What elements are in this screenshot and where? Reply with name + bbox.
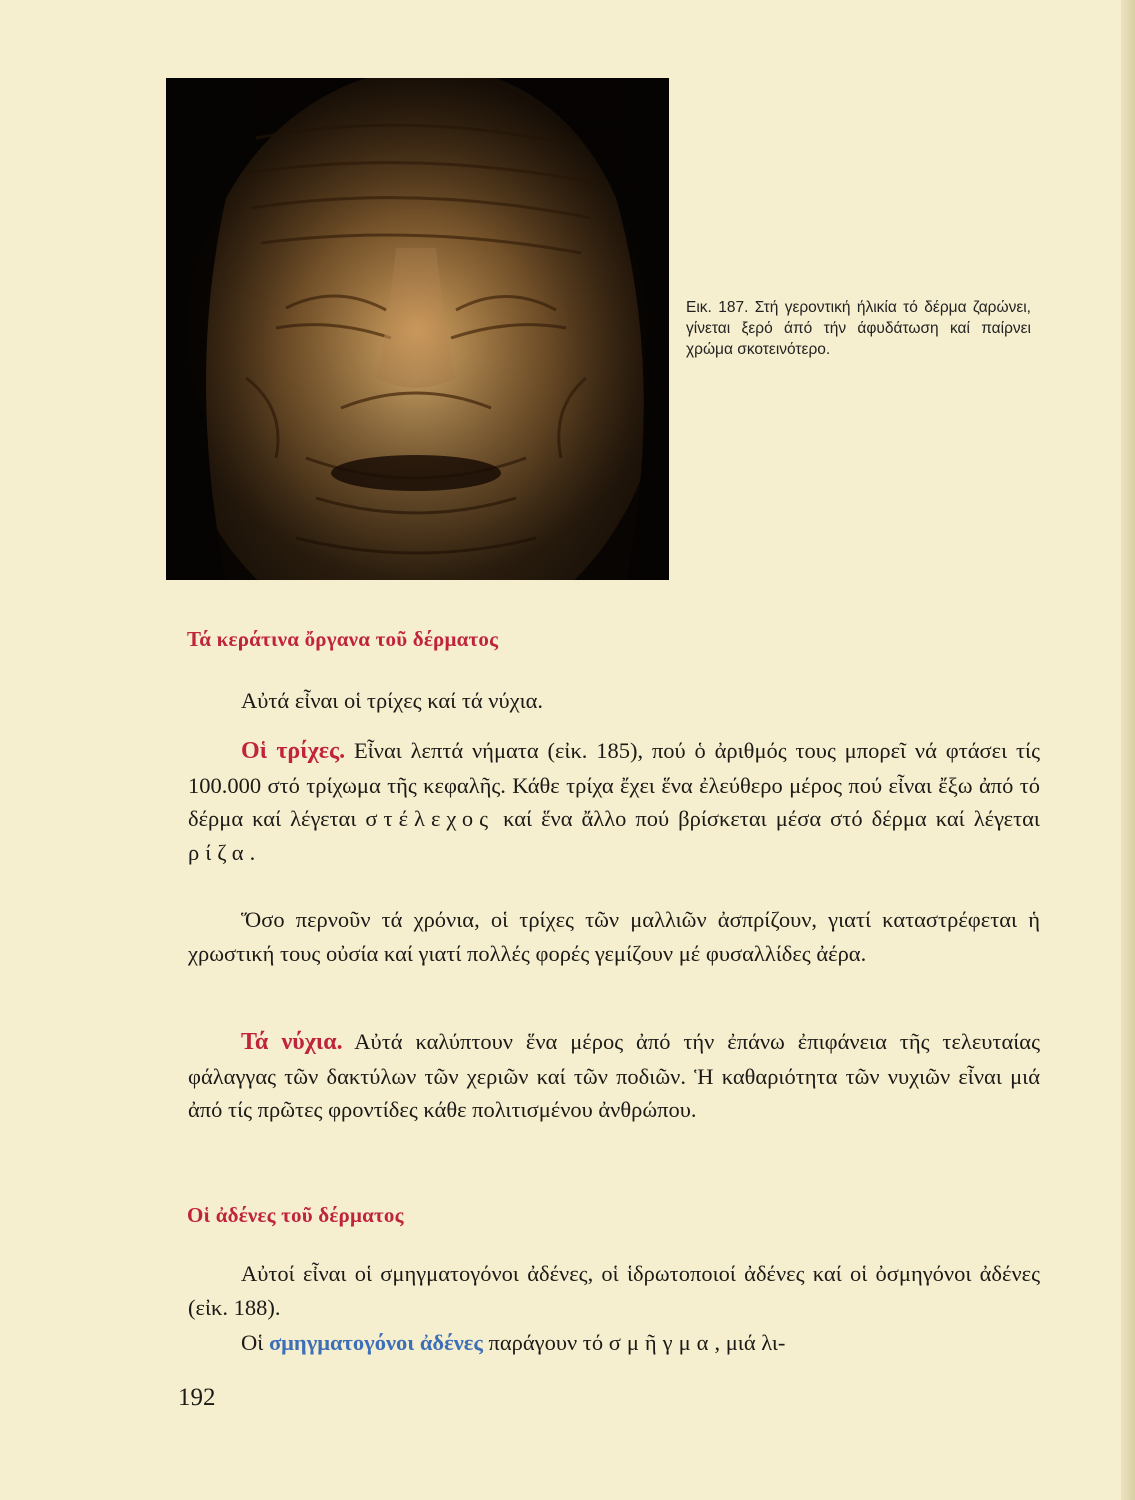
sebaceous-text-b: , μιά λι- [714,1330,786,1355]
nails-term: Τά νύχια. [241,1029,343,1055]
hair-paragraph [188,734,1040,869]
keratin-intro [188,684,1040,718]
glands-intro-paragraph [188,1257,1040,1324]
hair-text-c: . [249,839,256,865]
sebaceous-term: σμηγματογόνοι ἀδένες [268,1330,483,1355]
nails-text [188,1025,1040,1127]
sebaceous-lead: Οἱ [241,1330,269,1355]
hair-term-shaft: στέλεχος [365,806,495,831]
nails-text-body: Αὐτά καλύπτουν ἕνα μέρος ἀπό τήν ἐπάνω ἐπιφάνεια τῆς τελευταίας φάλαγγας τῶν δακτύλων τῶν χεριῶν καί τῶν ποδιῶν. Ἡ καθαριότητα τῶν νυχιῶν εἶναι μιά ἀπό τίς πρῶτες φροντίδες κάθε πολιτισμένου ἀνθρώπου. [188,1029,1040,1122]
sebum-term: σμῆγμα [608,1330,715,1355]
glands-intro-text: Αὐτοί εἶναι οἱ σμηγματογόνοι ἀδένες, οἱ ἱδρωτοποιοί ἀδένες καί οἱ ὀσμηγόνοι ἀδένες (εἰκ. 188). [188,1261,1040,1320]
figure-187-photo [166,78,669,580]
heading-keratin-organs: Τά κεράτινα ὄργανα τοῦ δέρματος [187,627,499,651]
hair-text-b: καί ἕνα ἄλλο πού βρίσκεται μέσα στό δέρμα καί λέγεται [494,806,1040,831]
sebaceous-text-a: παράγουν τό [482,1330,609,1355]
page-edge [1121,0,1135,1500]
hair-text-a: Εἶναι λεπτά νήματα (εἰκ. 185), πού ὁ ἀριθμός τους μπορεῖ νά φτάσει τίς 100.000 στό τρίχωμα τῆς κεφαλῆς. Κάθε τρίχα ἔχει ἕνα ἐλεύθερο μέρος πού εἶναι ἔξω ἀπό τό δέρμα καί λέγεται [188,738,1040,831]
heading-skin-glands: Οἱ ἀδένες τοῦ δέρματος [187,1203,404,1227]
figure-caption [686,297,1031,360]
page-number: 192 [178,1384,216,1411]
hair-term: Οἱ τρίχες. [241,738,346,764]
whitening-paragraph [188,903,1040,970]
hair-term-root: ρίζα [188,839,250,865]
hair-text [188,734,1040,869]
elderly-face-illustration [166,78,669,580]
sebaceous-text [188,1326,1040,1360]
nails-paragraph [188,1025,1040,1127]
figure-caption-text: Εικ. 187. Στή γεροντική ήλικία τό δέρμα ζαρώνει, γίνεται ξερό άπό τήν άφυδάτωση καί παίρνει χρώμα σκοτεινότερο. [686,299,1031,358]
keratin-intro-text: Αὐτά εἶναι οἱ τρίχες καί τά νύχια. [241,688,544,713]
whitening-text: Ὅσο περνοῦν τά χρόνια, οἱ τρίχες τῶν μαλλιῶν ἀσπρίζουν, γιατί καταστρέφεται ἡ χρωστική τους οὐσία καί γιατί πολλές φορές γεμίζουν μέ φυσαλλίδες ἀέρα. [188,907,1040,966]
sebaceous-paragraph [188,1326,1040,1360]
